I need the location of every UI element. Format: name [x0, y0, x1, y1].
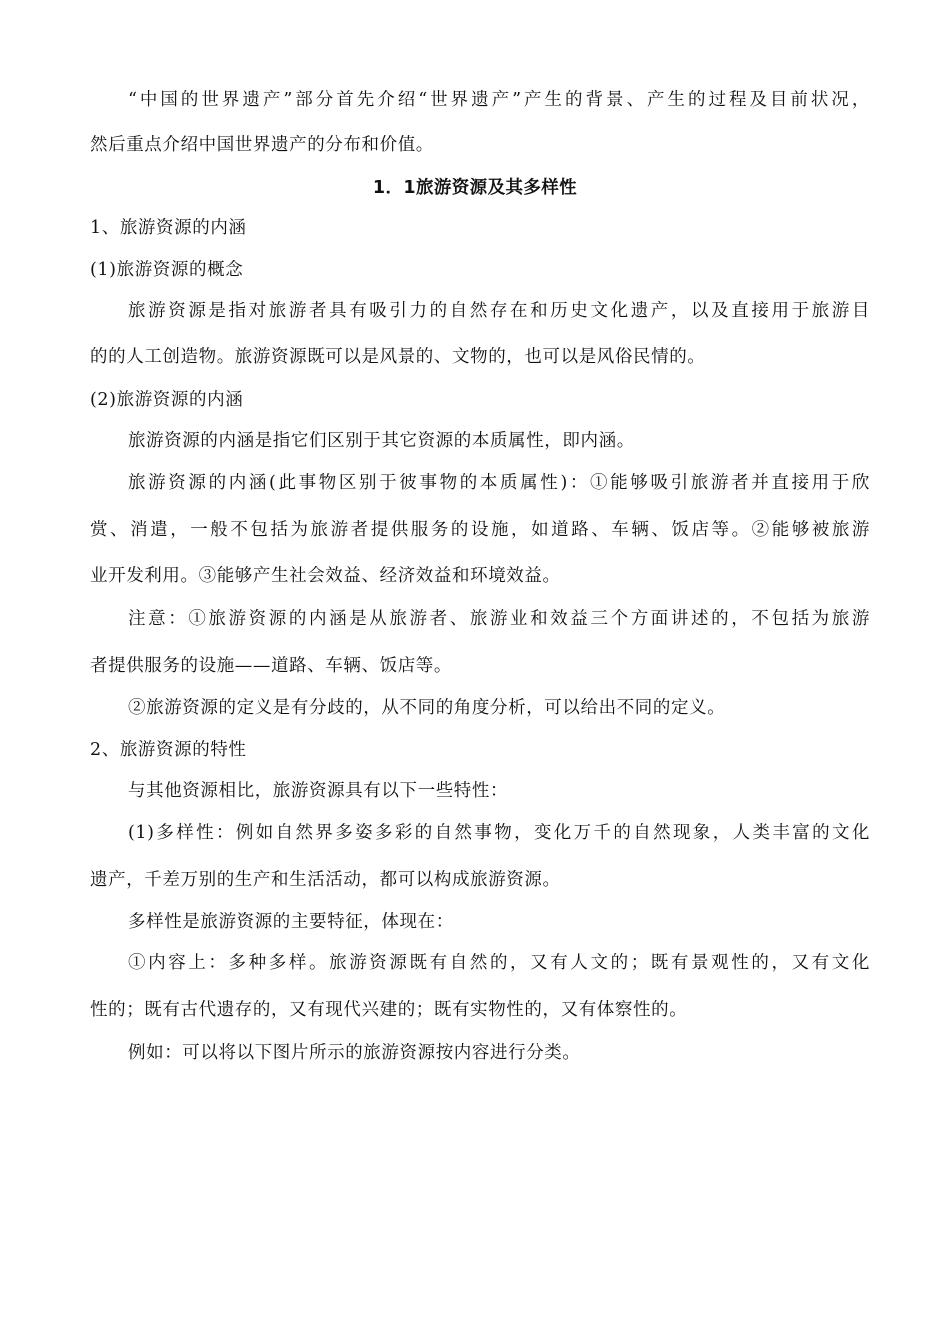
paragraph-line: 多样性是旅游资源的主要特征，体现在：	[128, 912, 454, 932]
paragraph-line: 旅游资源的内涵(此事物区别于彼事物的本质属性)：①能够吸引旅游者并直接用于欣	[128, 473, 870, 493]
list-heading: 2、旅游资源的特性	[90, 740, 247, 760]
paragraph-line: 旅游资源是指对旅游者具有吸引力的自然存在和历史文化遗产，以及直接用于旅游目	[128, 301, 870, 321]
paragraph-line: “中国的世界遗产”部分首先介绍“世界遗产”产生的背景、产生的过程及目前状况，	[128, 90, 870, 110]
paragraph-line: 注意：①旅游资源的内涵是从旅游者、旅游业和效益三个方面讲述的，不包括为旅游	[128, 609, 870, 629]
sub-heading: (2)旅游资源的内涵	[90, 390, 244, 410]
section-heading: 1．1旅游资源及其多样性	[372, 178, 578, 198]
paragraph-line: 与其他资源相比，旅游资源具有以下一些特性：	[128, 781, 509, 801]
paragraph-line: ②旅游资源的定义是有分歧的，从不同的角度分析，可以给出不同的定义。	[128, 698, 726, 718]
paragraph-line: 例如：可以将以下图片所示的旅游资源按内容进行分类。	[128, 1043, 581, 1063]
paragraph-line: 业开发利用。③能够产生社会效益、经济效益和环境效益。	[90, 566, 561, 586]
paragraph-line: (1)多样性：例如自然界多姿多彩的自然事物，变化万千的自然现象，人类丰富的文化	[128, 823, 870, 843]
paragraph-line: 然后重点介绍中国世界遗产的分布和价值。	[90, 135, 434, 155]
sub-heading: (1)旅游资源的概念	[90, 260, 244, 280]
paragraph-line: 者提供服务的设施——道路、车辆、饭店等。	[90, 656, 452, 676]
list-heading: 1、旅游资源的内涵	[90, 218, 247, 238]
paragraph-line: 的的人工创造物。旅游资源既可以是风景的、文物的，也可以是风俗民情的。	[90, 347, 706, 367]
paragraph-line: ①内容上：多种多样。旅游资源既有自然的，又有人文的；既有景观性的，又有文化	[128, 953, 870, 973]
paragraph-line: 旅游资源的内涵是指它们区别于其它资源的本质属性，即内涵。	[128, 431, 635, 451]
paragraph-line: 遗产，千差万别的生产和生活活动，都可以构成旅游资源。	[90, 870, 561, 890]
paragraph-line: 赏、消遣，一般不包括为旅游者提供服务的设施，如道路、车辆、饭店等。②能够被旅游	[90, 520, 870, 540]
paragraph-line: 性的；既有古代遗存的，又有现代兴建的；既有实物性的，又有体察性的。	[90, 1000, 688, 1020]
